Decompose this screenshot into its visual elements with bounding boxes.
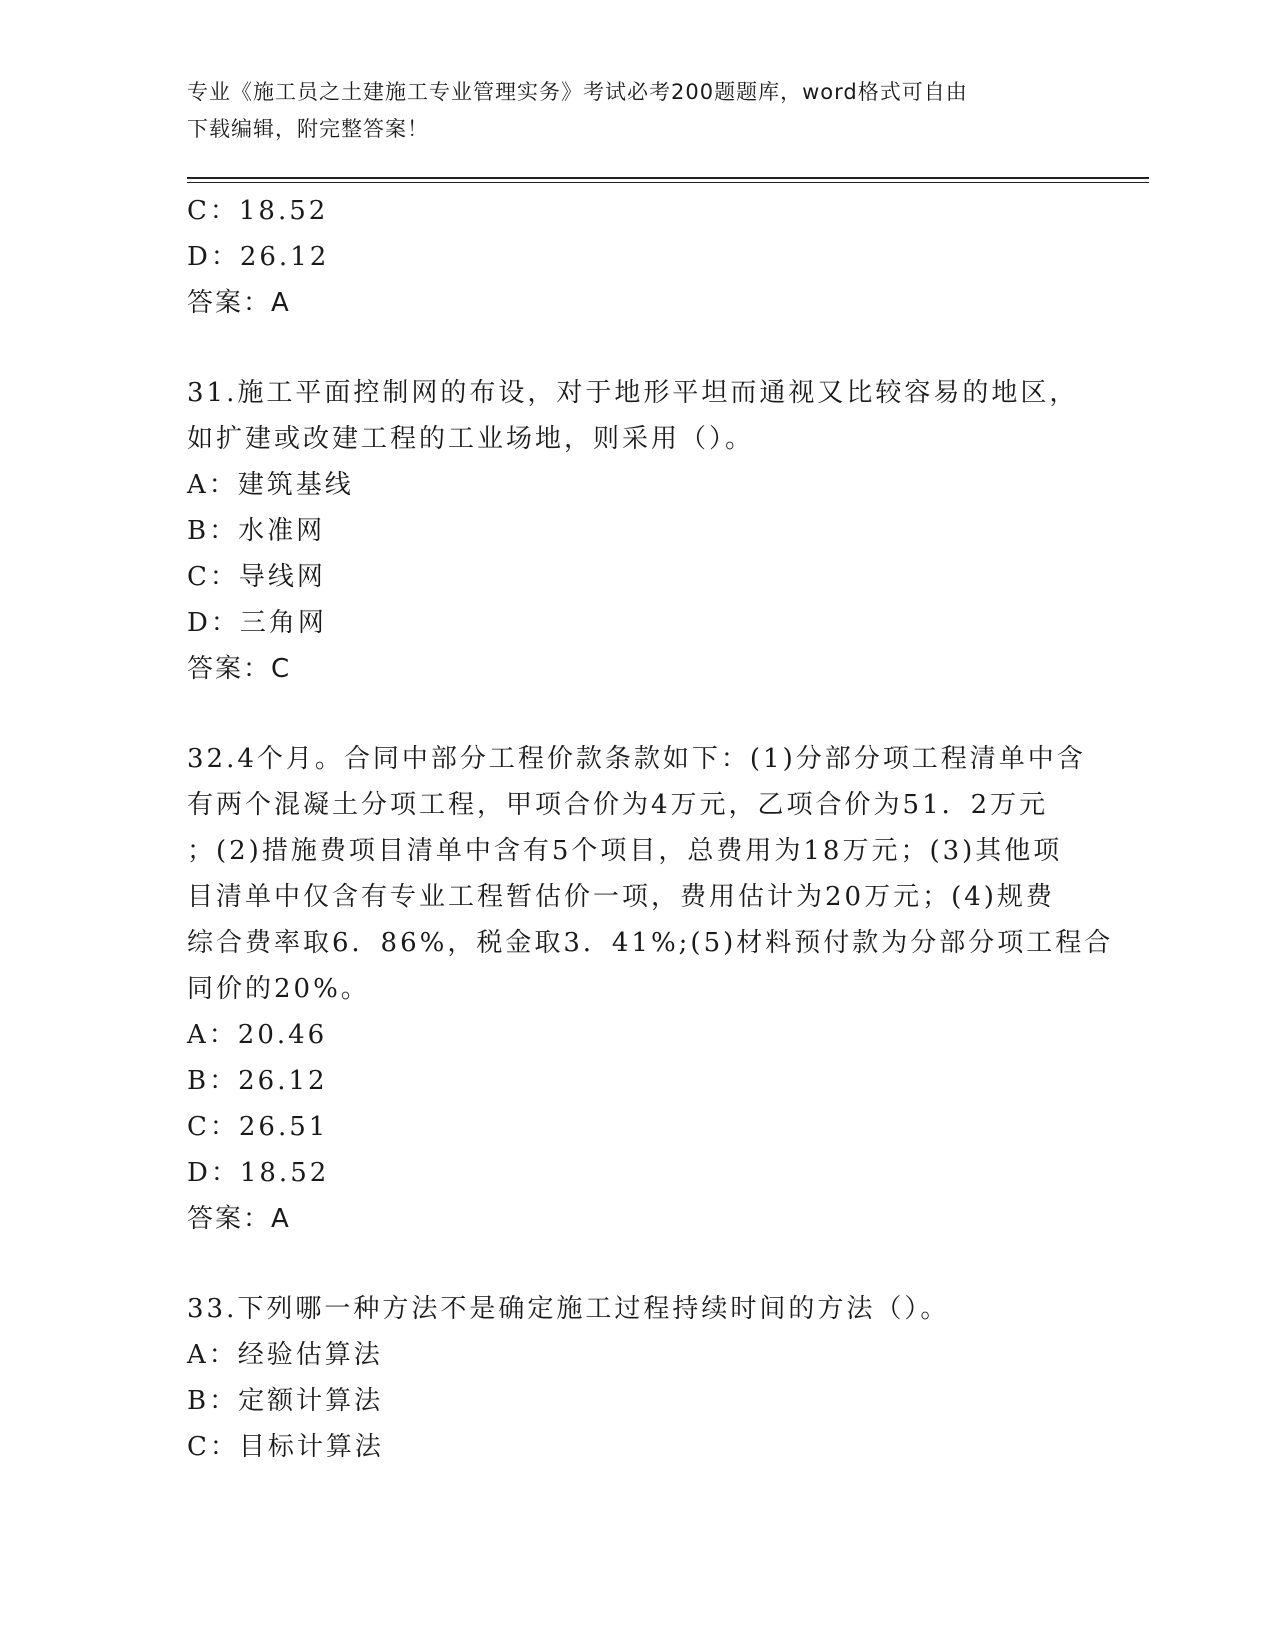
option-a: A：建筑基线: [187, 470, 354, 500]
question-text: 31.施工平面控制网的布设，对于地形平坦而通视又比较容易的地区，: [187, 378, 1079, 408]
question-text: ；(2)措施费项目清单中含有5个项目，总费用为18万元；(3)其他项: [187, 836, 1063, 866]
answer-line: 答案：A: [187, 1204, 291, 1234]
question-text: 综合费率取6．86%，税金取3．41%;(5)材料预付款为分部分项工程合: [187, 928, 1114, 958]
option-b: B：26.12: [187, 1066, 328, 1096]
header-title-line2: 下载编辑，附完整答案！: [187, 117, 429, 141]
prev-question-block: [187, 188, 1087, 326]
option-d: D：26.12: [187, 242, 330, 272]
spacer: [187, 692, 1087, 736]
option-d: D：三角网: [187, 608, 327, 638]
answer-line: 答案：C: [187, 654, 292, 684]
header-title-line1: 专业《施工员之土建施工专业管理实务》考试必考200题题库，word格式可自由: [187, 80, 968, 104]
answer-line: 答案：A: [187, 288, 291, 318]
option-c: C：26.51: [187, 1112, 329, 1142]
question-text: 目清单中仅含有专业工程暂估价一项，费用估计为20万元；(4)规费: [187, 882, 1055, 912]
option-d: D：18.52: [187, 1158, 330, 1188]
question-33-block: [187, 1286, 1087, 1470]
spacer: [187, 1242, 1087, 1286]
question-32-block: [187, 736, 1114, 1242]
option-c: C：导线网: [187, 562, 326, 592]
header-divider-thin: [187, 182, 1149, 183]
question-text: 32.4个月。合同中部分工程价款条款如下：(1)分部分项工程清单中含: [187, 744, 1086, 774]
option-b: B：定额计算法: [187, 1386, 384, 1416]
header-divider-thick: [187, 177, 1149, 179]
option-b: B：水准网: [187, 516, 326, 546]
option-a: A：20.46: [187, 1020, 328, 1050]
question-text: 同价的20%。: [187, 974, 370, 1004]
question-text: 如扩建或改建工程的工业场地，则采用（）。: [187, 424, 755, 454]
question-text: 有两个混凝土分项工程，甲项合价为4万元，乙项合价为51．2万元: [187, 790, 1049, 820]
option-c: C：目标计算法: [187, 1432, 384, 1462]
spacer: [187, 326, 1087, 370]
option-c: C：18.52: [187, 196, 329, 226]
question-31-block: [187, 370, 1087, 692]
document-header: [187, 74, 1067, 148]
document-body: [187, 188, 1114, 1470]
option-a: A：经验估算法: [187, 1340, 383, 1370]
question-text: 33.下列哪一种方法不是确定施工过程持续时间的方法（）。: [187, 1294, 950, 1324]
